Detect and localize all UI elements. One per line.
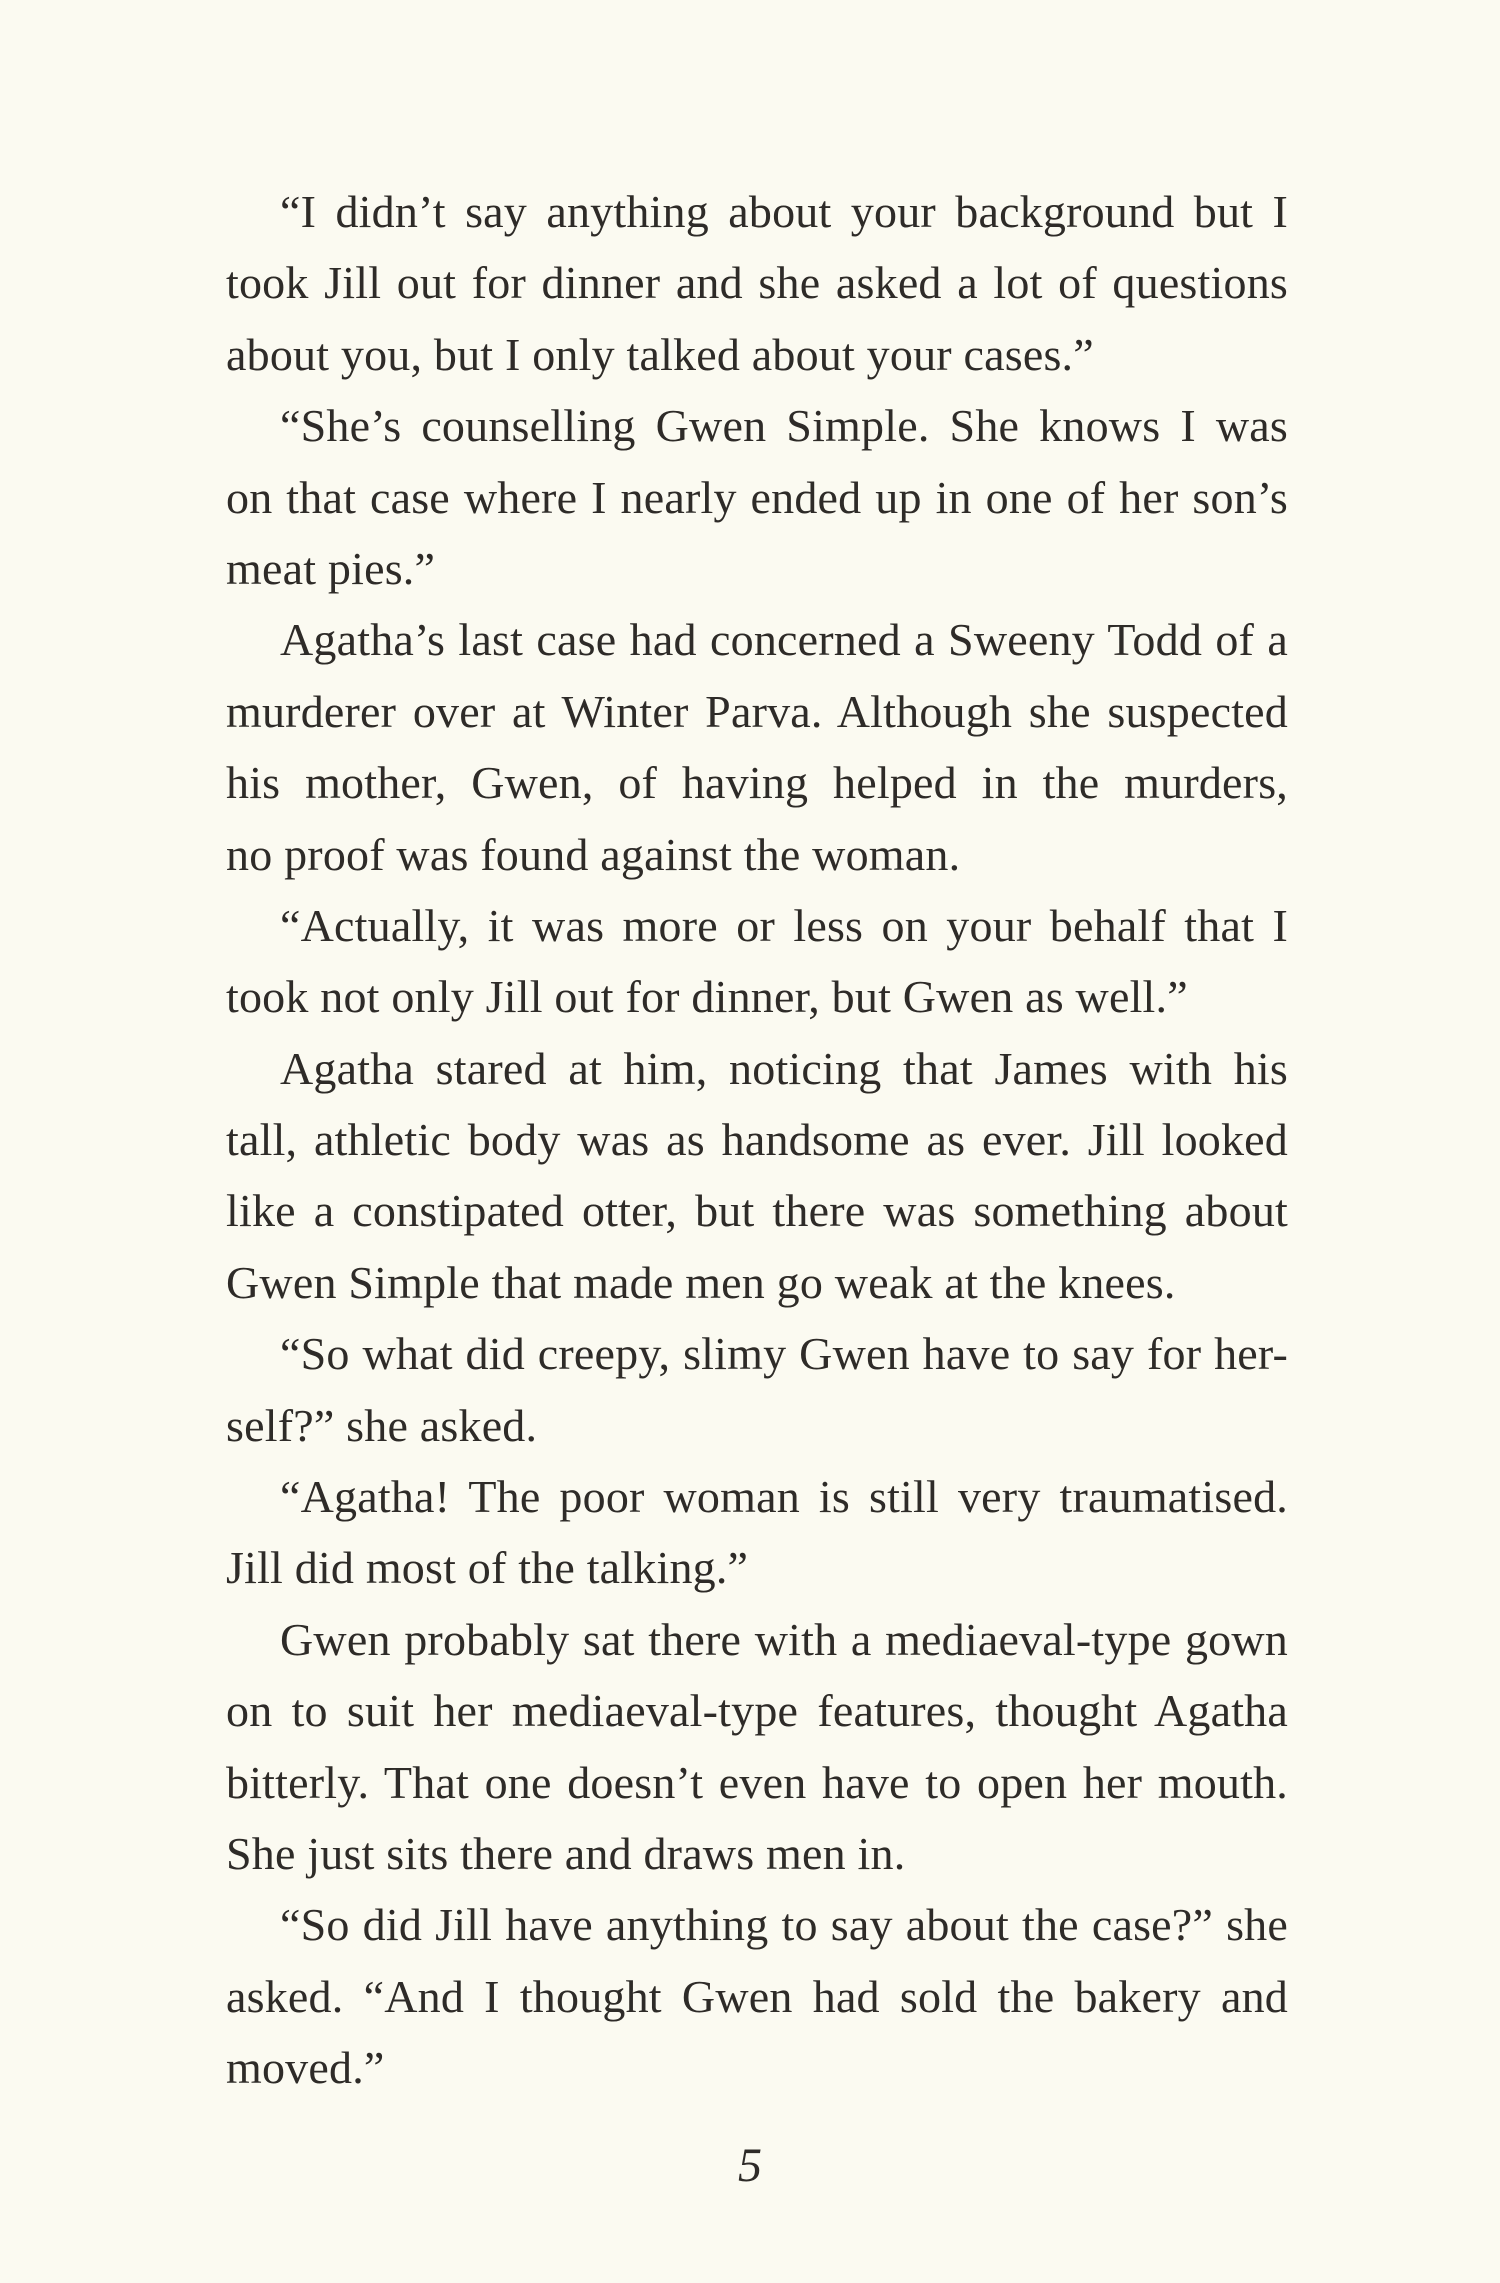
- text-line: Gwen Simple that made men go weak at the knees.: [226, 1256, 1176, 1308]
- text-line: Jill did most of the talking.”: [226, 1542, 749, 1594]
- text-line: “Actually, it was more or less on your behalf that I: [280, 899, 1288, 951]
- text-line: took not only Jill out for dinner, but Gwen as well.”: [226, 971, 1188, 1023]
- text-line: like a constipated otter, but there was something about: [226, 1185, 1288, 1237]
- text-line: Agatha’s last case had concerned a Sweeny Todd of a: [280, 614, 1288, 666]
- text-line: his mother, Gwen, of having helped in the murders,: [226, 757, 1288, 809]
- text-line: She just sits there and draws men in.: [226, 1827, 906, 1879]
- text-line: tall, athletic body was as handsome as ever. Jill looked: [226, 1114, 1288, 1166]
- text-line: asked. “And I thought Gwen had sold the bakery and: [226, 1970, 1288, 2022]
- text-line: “So did Jill have anything to say about the case?” she: [280, 1899, 1288, 1951]
- text-line: meat pies.”: [226, 542, 436, 594]
- text-line: Gwen probably sat there with a mediaeval-type gown: [280, 1613, 1288, 1665]
- text-line: murderer over at Winter Parva. Although she suspected: [226, 685, 1288, 737]
- text-line: “So what did creepy, slimy Gwen have to say for her-: [280, 1328, 1288, 1380]
- text-line: “She’s counselling Gwen Simple. She knows I was: [280, 400, 1288, 452]
- text-line: no proof was found against the woman.: [226, 828, 961, 880]
- text-line: “Agatha! The poor woman is still very traumatised.: [280, 1471, 1288, 1523]
- text-line: Agatha stared at him, noticing that James with his: [280, 1042, 1288, 1094]
- text-line: took Jill out for dinner and she asked a lot of questions: [226, 257, 1288, 309]
- text-line: on that case where I nearly ended up in one of her son’s: [226, 471, 1288, 523]
- text-line: on to suit her mediaeval-type features, thought Agatha: [226, 1685, 1288, 1737]
- page-number: 5: [738, 2139, 762, 2192]
- text-line: bitterly. That one doesn’t even have to open her mouth.: [226, 1756, 1288, 1808]
- text-line: “I didn’t say anything about your background but I: [280, 186, 1288, 237]
- body-text: [226, 176, 1288, 2104]
- text-line: about you, but I only talked about your cases.”: [226, 328, 1094, 380]
- text-line: moved.”: [226, 2042, 385, 2094]
- text-line: self?” she asked.: [226, 1399, 538, 1451]
